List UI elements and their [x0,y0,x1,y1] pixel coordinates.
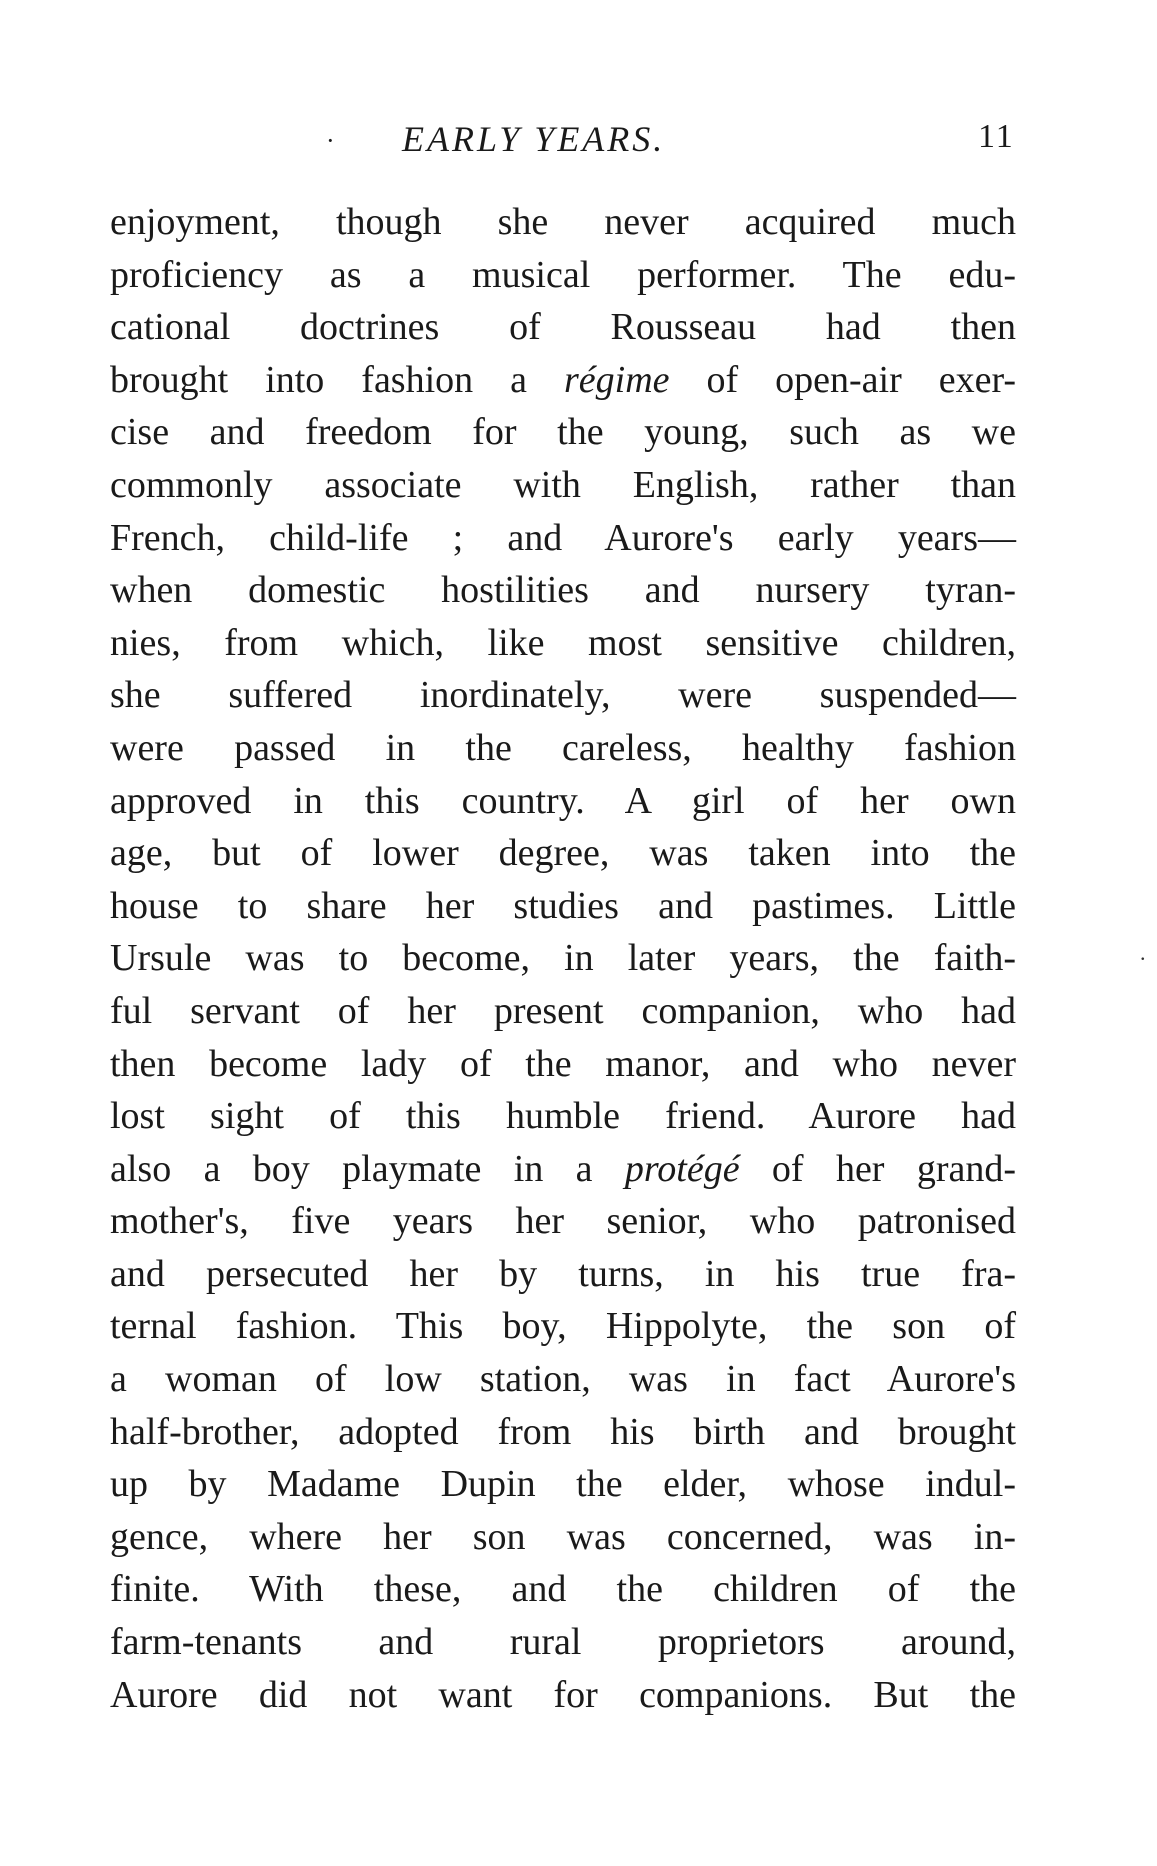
page-number: 11 [978,118,1015,155]
text-line: Ursule was to become, in later years, the faith- [110,937,1016,980]
text-line: French, child-life ; and Aurore's early years— [110,516,1016,559]
text-line: approved in this country. A girl of her own [110,779,1016,822]
text-line: and persecuted her by turns, in his true fra- [110,1252,1016,1295]
text-line: when domestic hostilities and nursery tyran- [110,569,1016,612]
text-line: up by Madame Dupin the elder, whose indul- [110,1463,1016,1506]
text-line: ternal fashion. This boy, Hippolyte, the son of [110,1305,1016,1348]
running-head-dot: · [326,126,335,155]
text-line: then become lady of the manor, and who never [110,1042,1016,1085]
text-line: mother's, five years her senior, who patronised [110,1200,1016,1243]
text-segment: also a boy playmate in a [110,1147,625,1190]
text-line: ful servant of her present companion, who had [110,989,1016,1032]
body-text [110,196,1016,1721]
text-segment: brought into fashion a [110,358,564,401]
italic-word: protégé [624,1147,740,1190]
text-line: lost sight of this humble friend. Aurore had [110,1095,1016,1138]
text-line: cise and freedom for the young, such as we [110,411,1016,454]
italic-word: régime [563,358,670,401]
text-segment: of open-air exer- [669,358,1016,401]
text-line: cational doctrines of Rousseau had then [110,306,1016,349]
text-line: commonly associate with English, rather than [110,463,1016,506]
text-line: Aurore did not want for companions. But the [110,1673,1016,1716]
text-line: she suffered inordinately, were suspended— [110,674,1016,717]
text-line: proficiency as a musical performer. The edu- [110,253,1016,296]
text-segment: of her grand- [739,1147,1016,1190]
text-line [110,354,1016,407]
text-line: half-brother, adopted from his birth and brought [110,1410,1016,1453]
text-line: finite. With these, and the children of the [110,1568,1016,1611]
text-line: house to share her studies and pastimes. Little [110,884,1016,927]
running-head-title: EARLY YEARS. [402,119,666,159]
text-line: were passed in the careless, healthy fashion [110,726,1016,769]
text-line: nies, from which, like most sensitive children, [110,621,1016,664]
running-head [0,118,1157,162]
text-line: farm-tenants and rural proprietors around, [110,1621,1016,1664]
text-line: enjoyment, though she never acquired much [110,201,1016,243]
text-line: a woman of low station, was in fact Aurore's [110,1358,1016,1401]
text-line: age, but of lower degree, was taken into the [110,832,1016,875]
text-line: gence, where her son was concerned, was in- [110,1515,1016,1558]
margin-speck: . [1140,940,1146,965]
text-line [110,1143,1016,1196]
